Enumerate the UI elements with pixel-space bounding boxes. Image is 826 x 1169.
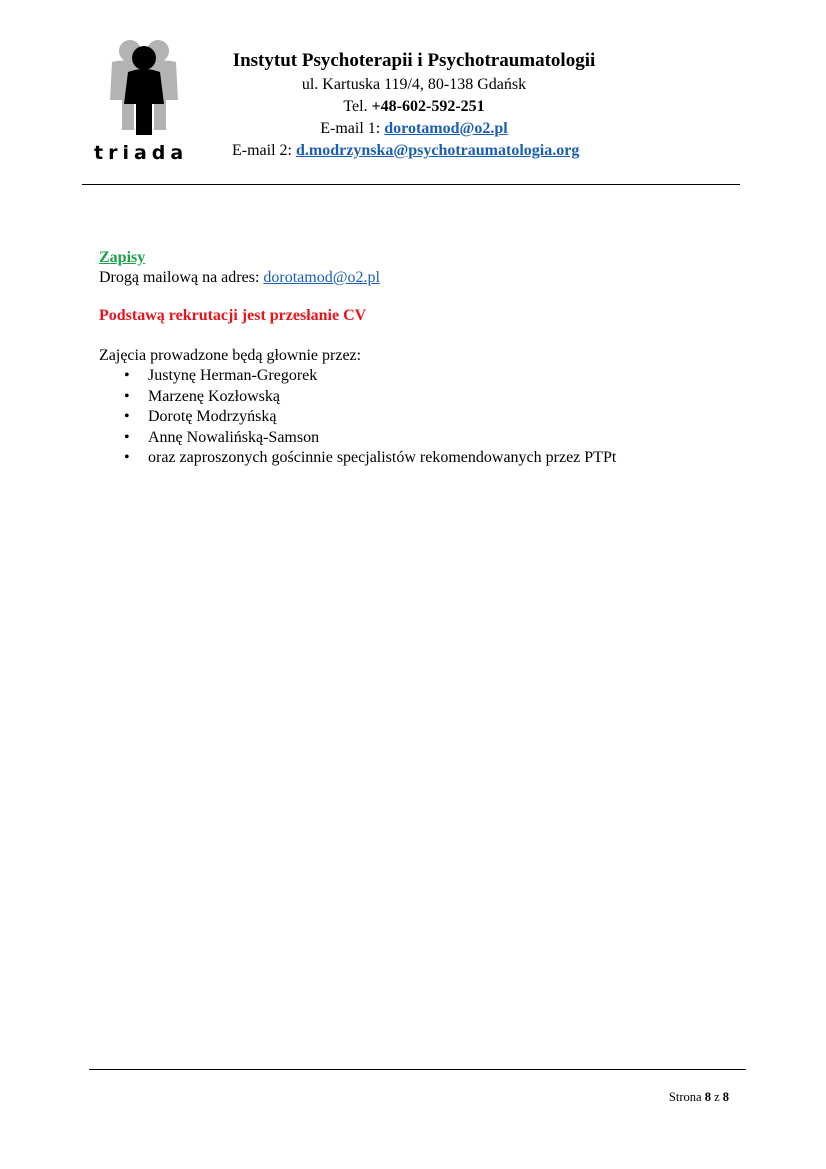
email1-label: E-mail 1: — [320, 120, 385, 137]
list-item-text: Dorotę Modrzyńską — [148, 408, 277, 425]
logo-wordmark: triada — [94, 142, 189, 164]
page-current: 8 — [704, 1090, 711, 1104]
list-item — [99, 366, 739, 387]
bullet-icon: • — [124, 449, 130, 466]
recruitment-note: Podstawą rekrutacji jest przesłanie CV — [99, 307, 367, 324]
section-heading: Zapisy — [99, 249, 146, 266]
email2-label: E-mail 2: — [232, 142, 296, 159]
list-item — [99, 428, 739, 449]
header-divider — [82, 184, 740, 185]
list-item — [99, 448, 739, 469]
letterhead — [214, 48, 614, 162]
page-total: 8 — [722, 1090, 729, 1104]
list-item-text: oraz zaproszonych gościnnie specjalistów rekomendowanych przez PTPt — [148, 449, 617, 466]
phone-number: +48-602-592-251 — [371, 98, 485, 115]
email2-link[interactable]: d.modrzynska@psychotraumatologia.org — [295, 142, 580, 159]
list-item-text: Marzenę Kozłowską — [148, 387, 280, 405]
contact-email-link[interactable]: dorotamod@o2.pl — [263, 269, 380, 286]
phone-label: Tel. — [343, 98, 372, 115]
institute-name: Instytut Psychoterapii i Psychotraumatologii — [232, 50, 596, 71]
list-item — [99, 387, 739, 408]
three-people-silhouette-icon — [106, 38, 182, 138]
instructors-intro: Zajęcia prowadzone będą głownie przez: — [99, 347, 362, 364]
bullet-icon: • — [124, 367, 130, 384]
list-item-text: Justynę Herman-Gregorek — [148, 367, 318, 384]
footer-divider — [89, 1069, 746, 1070]
page-label: Strona — [668, 1090, 705, 1104]
contact-line — [99, 268, 739, 288]
email2-line — [214, 140, 614, 162]
address-line: ul. Kartuska 119/4, 80-138 Gdańsk — [301, 76, 527, 93]
triada-logo — [88, 38, 206, 168]
bullet-icon: • — [124, 428, 130, 446]
list-item-text: Annę Nowalińską-Samson — [148, 428, 320, 446]
bullet-icon: • — [124, 387, 130, 405]
phone-line — [214, 96, 614, 118]
instructors-list — [99, 366, 739, 469]
list-item — [99, 407, 739, 428]
bullet-icon: • — [124, 408, 130, 425]
document-body — [99, 248, 739, 469]
contact-label: Drogą mailową na adres: — [99, 269, 264, 286]
email1-line — [214, 118, 614, 140]
email1-link[interactable]: dorotamod@o2.pl — [384, 120, 508, 137]
page-number — [669, 1090, 729, 1105]
page-of-label: z — [710, 1090, 723, 1104]
